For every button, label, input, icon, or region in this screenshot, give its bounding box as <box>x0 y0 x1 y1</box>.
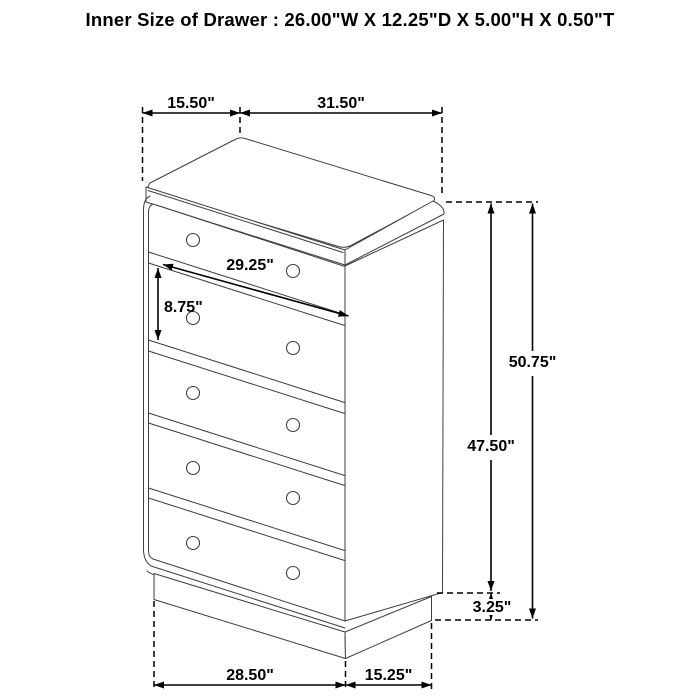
chest-side-panel <box>345 220 444 621</box>
drawer-knob <box>287 265 300 278</box>
dimension-label-base-side-depth: 15.25" <box>364 667 413 684</box>
dimension-label-top-depth: 15.50" <box>167 95 215 112</box>
dimension-label-overall-height: 50.75" <box>508 354 557 371</box>
drawer-knob <box>187 537 200 550</box>
dimension-label-base-height: 3.25" <box>472 599 512 616</box>
dimension-label-top-width: 31.50" <box>317 95 365 112</box>
dimension-label-drawer-inner-width: 29.25" <box>226 257 274 274</box>
dimension-label-base-front-width: 28.50" <box>226 667 274 684</box>
chest-drawing <box>144 138 445 659</box>
drawer-knob <box>287 419 300 432</box>
diagram-title: Inner Size of Drawer : 26.00"W X 12.25"D X 5.00"H X 0.50"T <box>85 9 615 30</box>
drawer-knob <box>287 567 300 580</box>
dimension-label-body-height: 47.50" <box>467 438 515 455</box>
dim-heights <box>446 202 556 619</box>
drawer-knob <box>287 342 300 355</box>
drawer-knob <box>187 462 200 475</box>
dimension-label-drawer-front-height: 8.75" <box>164 299 203 316</box>
drawer-knob <box>287 492 300 505</box>
drawer-knob <box>187 387 200 400</box>
drawer-knob <box>187 234 200 247</box>
dim-base-height <box>435 593 538 620</box>
